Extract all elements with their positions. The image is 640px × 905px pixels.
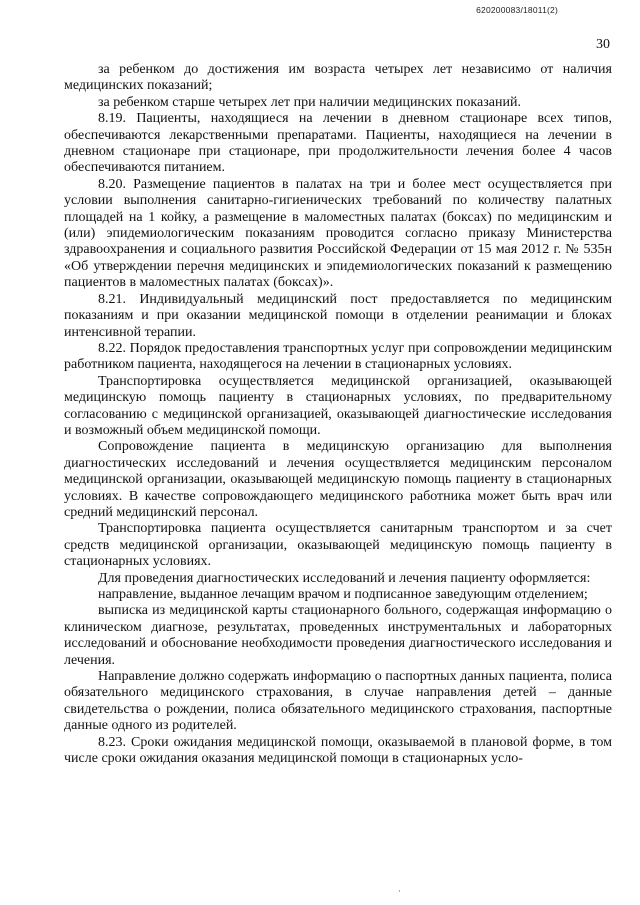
paragraph: Направление должно содержать информацию о паспортных данных пациента, полиса обязательного медицинского страхования, в случае направления детей – данные свидетельства о рождении, полиса обязательного медицинского страхования, паспортные данные одного из родителей. <box>64 669 612 734</box>
paragraph: Сопровождение пациента в медицинскую организацию для выполнения диагностических исследований и лечения осуществляется медицинским персоналом медицинской организации, оказывающей медицинскую помощь пациенту в стационарных условиях. В качестве сопровождающего медицинского работника может быть врач или средний медицинский персонал. <box>64 439 612 520</box>
paragraph: за ребенком до достижения им возраста четырех лет независимо от наличия медицинских показаний; <box>64 62 612 94</box>
paragraph: за ребенком старше четырех лет при наличии медицинских показаний. <box>98 94 521 110</box>
paragraph: выписка из медицинской карты стационарного больного, содержащая информацию о клиническом диагнозе, результатах, проведенных инструментальных и лабораторных исследований и обоснование необходимости проведения диагностического исследования и лечения. <box>64 603 612 668</box>
paragraph: 8.23. Сроки ожидания медицинской помощи, оказываемой в плановой форме, в том числе сроки ожидания оказания медицинской помощи в стационарных усло- <box>64 734 612 767</box>
paragraph: 8.19. Пациенты, находящиеся на лечении в дневном стационаре всех типов, обеспечиваются лекарственными препаратами. Пациенты, находящиеся на лечении в дневном стационаре при стационаре, при продолжительности лечения более 4 часов обеспечиваются питанием. <box>64 111 612 176</box>
paragraph: 8.22. Порядок предоставления транспортных услуг при сопровождении медицинским работником пациента, находящегося на лечении в стационарных условиях. <box>64 340 612 373</box>
paragraph: Транспортировка осуществляется медицинской организацией, оказывающей медицинскую помощь пациенту в стационарных условиях, по предварительному согласованию с медицинской организацией, оказывающей диагностические исследования и возможный объем медицинской помощи. <box>64 373 612 438</box>
paragraph: Транспортировка пациента осуществляется санитарным транспортом и за счет средств медицинской организации, оказывающей медицинскую помощь пациенту в стационарных условиях. <box>64 521 612 570</box>
paragraph: Для проведения диагностических исследований и лечения пациенту оформляется: <box>98 570 591 586</box>
paragraph: 8.20. Размещение пациентов в палатах на три и более мест осуществляется при условии выполнения санитарно-гигиенических требований по количеству палатных площадей на 1 койку, а размещение в маломестных палатах (боксах) по медицинским и (или) эпидемиологическим показаниям проводится согласно приказу Министерства здравоохранения и социального развития Российской Федерации от 15 мая 2012 г. № 535н «Об утверждении перечня медицинских и эпидемиологических показаний к размещению пациентов в маломестных палатах (боксах)». <box>64 176 612 291</box>
page-number: 30 <box>596 37 610 52</box>
paragraph: направление, выданное лечащим врачом и подписанное заведующим отделением; <box>98 587 588 602</box>
body-text <box>64 62 612 767</box>
paragraph: 8.21. Индивидуальный медицинский пост предоставляется по медицинским показаниям и при оказании медицинской помощи в отделении реанимации и блоках интенсивной терапии. <box>64 291 612 340</box>
scan-mark: · <box>398 886 401 896</box>
document-code: 620200083/18011(2) <box>476 5 558 15</box>
